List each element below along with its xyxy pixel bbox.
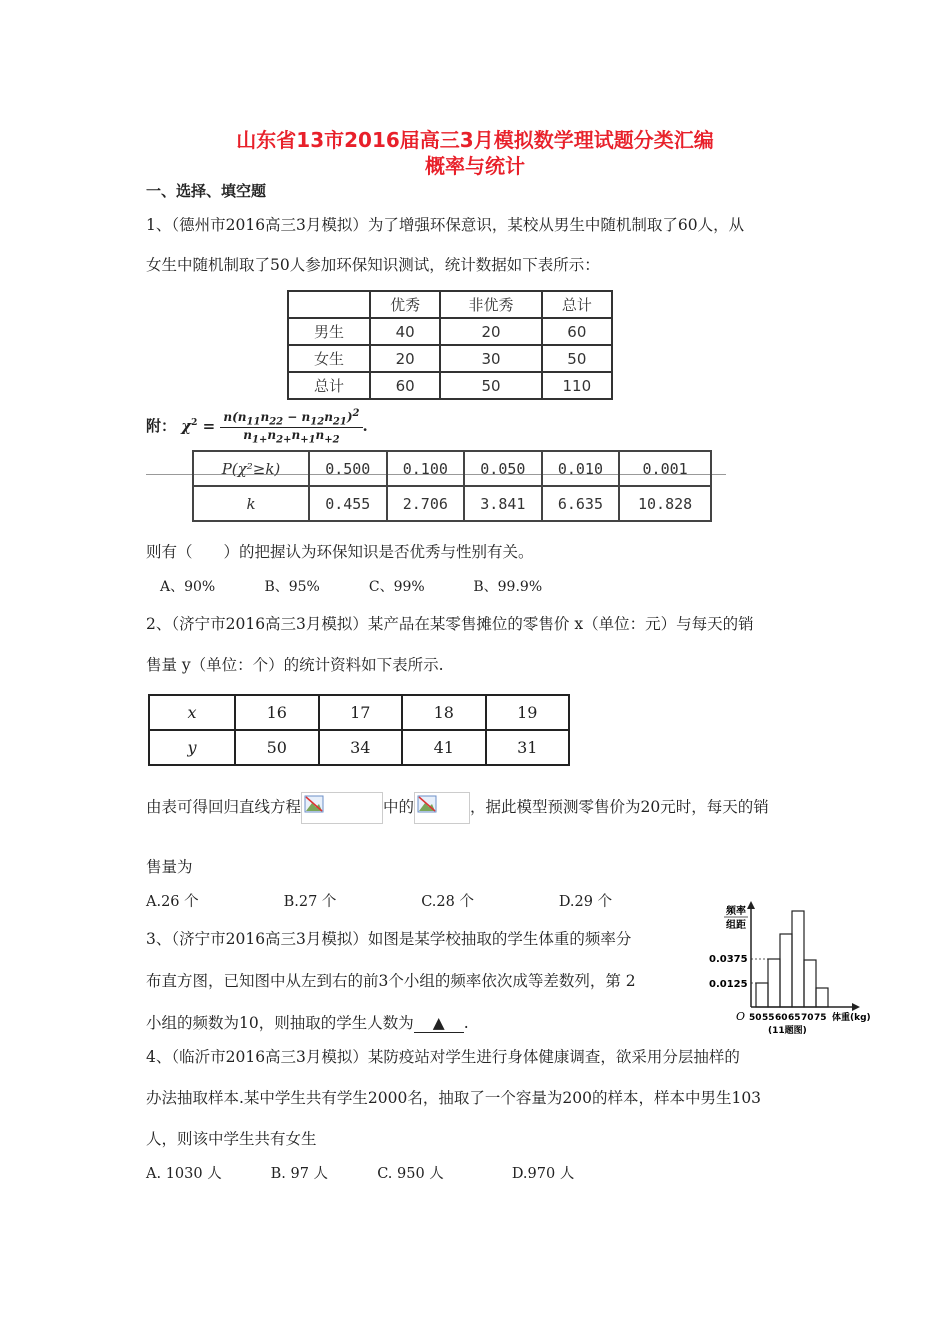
histogram-bar [804, 960, 816, 1007]
choice-b: B.27 个 [283, 894, 337, 910]
choice-b: B、95% [264, 579, 320, 595]
q1-chi-square-table [192, 450, 712, 522]
q2-choices [146, 890, 659, 911]
coefficient-image-placeholder [414, 792, 470, 824]
weight-histogram [706, 900, 878, 1036]
table-cell: 31 [486, 730, 570, 765]
table-header-cell: 非优秀 [440, 291, 541, 318]
histogram-bar [780, 934, 792, 1007]
choice-b: B. 97 人 [270, 1166, 329, 1182]
equation-image-placeholder [301, 792, 383, 824]
histogram-bar [756, 983, 768, 1007]
section-heading: 一、选择、填空题 [146, 182, 267, 200]
table-cell: 17 [319, 695, 403, 730]
choice-d: B、99.9% [473, 579, 543, 595]
choice-c: C. 950 人 [377, 1166, 444, 1182]
table-cell: 18 [402, 695, 486, 730]
choice-c: C.28 个 [421, 894, 474, 910]
origin-label: O [736, 1010, 746, 1023]
x-tick-label: 50 [749, 1013, 762, 1023]
q2-line4: 售量为 [146, 858, 193, 876]
q4-line3: 人，则该中学生共有女生 [146, 1130, 317, 1148]
q3-line3 [146, 1011, 469, 1033]
table-cell: 40 [370, 318, 440, 345]
table-cell: 女生 [288, 345, 370, 372]
table-cell: 60 [542, 318, 612, 345]
figure-caption: (11题图) [768, 1026, 807, 1036]
table-cell: x [149, 695, 235, 730]
document-subtitle: 概率与统计 [425, 154, 525, 178]
choice-d: D.970 人 [511, 1166, 575, 1182]
table-cell: 50 [440, 372, 541, 399]
q3-line3-text: 小组的频数为10，则抽取的学生人数为 [146, 1014, 414, 1032]
q3-line1: 3、（济宁市2016高三3月模拟）如图是某学校抽取的学生体重的频率分 [146, 930, 632, 948]
histogram-bar [816, 988, 828, 1007]
table-cell: 总计 [288, 372, 370, 399]
q2-line1: 2、（济宁市2016高三3月模拟）某产品在某零售摊位的零售价 x（单位：元）与每天的销 [146, 615, 754, 633]
choice-d: D.29 个 [558, 894, 613, 910]
table-cell: 2.706 [387, 486, 465, 521]
table-cell: P(χ²≥k) [193, 451, 309, 486]
q3-line3-end: . [463, 1014, 469, 1032]
table-cell: 41 [402, 730, 486, 765]
y-label-bottom: 组距 [726, 920, 746, 931]
table-cell: 34 [319, 730, 403, 765]
table-cell: 3.841 [464, 486, 542, 521]
choice-a: A、90% [160, 579, 216, 595]
q1-choices [160, 576, 573, 596]
table-cell: 0.500 [309, 451, 387, 486]
table-cell: k [193, 486, 309, 521]
choice-c: C、99% [368, 579, 425, 595]
choice-a: A.26 个 [146, 894, 199, 910]
q2-text-b: 中的 [383, 798, 415, 816]
table-header-cell: 总计 [542, 291, 612, 318]
q4-line2: 办法抽取样本.某中学生共有学生2000名，抽取了一个容量为200的样本，样本中男生103 [146, 1089, 762, 1107]
x-tick-label: 60 [775, 1013, 788, 1023]
document-title: 山东省13市2016届高三3月模拟数学理试题分类汇编 [236, 128, 714, 152]
table-cell: 0.050 [464, 451, 542, 486]
table-cell: 0.001 [619, 451, 711, 486]
table-cell: 30 [440, 345, 541, 372]
x-tick-label: 75 [814, 1013, 827, 1023]
q3-line2: 布直方图，已知图中从左到右的前3个小组的频率依次成等差数列，第 2 [146, 972, 636, 990]
table-cell: 0.100 [387, 451, 465, 486]
table-cell: 110 [542, 372, 612, 399]
broken-image-icon [304, 795, 324, 813]
table-cell: 16 [235, 695, 319, 730]
chi-square-formula: 附： $\chi^2$ = $\frac{n(n_{11}n_{22} - n_{12}n_{21})^2}{n_{1+}n_{2+}n_{+1}n_{+2}}$ . [146, 408, 368, 446]
table-cell: 20 [370, 345, 440, 372]
table-header-cell: 优秀 [370, 291, 440, 318]
table-cell: 0.455 [309, 486, 387, 521]
q2-text-c: ，据此模型预测零售价为20元时，每天的销 [470, 798, 769, 816]
histogram-bar [768, 959, 780, 1007]
y-axis-arrow [747, 901, 755, 909]
choice-a: A. 1030 人 [146, 1166, 222, 1182]
y-label-top: 频率 [726, 906, 746, 917]
table-cell: 50 [542, 345, 612, 372]
q1-question: 则有（ ）的把握认为环保知识是否优秀与性别有关。 [146, 543, 534, 561]
y-tick-label: 0.0375 [709, 954, 748, 965]
table-cell: 6.635 [542, 486, 620, 521]
y-tick-label: 0.0125 [709, 979, 748, 990]
q1-line2: 女生中随机制取了50人参加环保知识测试，统计数据如下表所示： [146, 256, 600, 274]
broken-image-icon [417, 795, 437, 813]
table-header-cell [288, 291, 370, 318]
x-tick-label: 65 [788, 1013, 801, 1023]
q2-text-a: 由表可得回归直线方程 [146, 798, 302, 816]
q4-line1: 4、（临沂市2016高三3月模拟）某防疫站对学生进行身体健康调查，欲采用分层抽样的 [146, 1048, 740, 1066]
x-tick-label: 55 [762, 1013, 775, 1023]
table-cell: 60 [370, 372, 440, 399]
blank-marker: ▲ [432, 1014, 445, 1032]
x-axis-arrow [852, 1003, 860, 1011]
table-cell: 50 [235, 730, 319, 765]
histogram-bar [792, 911, 804, 1007]
answer-blank [414, 1014, 464, 1033]
table-cell: 0.010 [542, 451, 620, 486]
q2-line2: 售量 y（单位：个）的统计资料如下表所示. [146, 656, 444, 674]
x-axis-label: 体重(kg) [832, 1013, 871, 1023]
q2-line3 [146, 792, 769, 824]
table-cell: 20 [440, 318, 541, 345]
q2-data-table [148, 694, 570, 766]
q4-choices [146, 1162, 602, 1183]
table-cell: 10.828 [619, 486, 711, 521]
formula-prefix: 附： [146, 416, 177, 435]
q1-contingency-table [287, 290, 613, 400]
table-cell: 男生 [288, 318, 370, 345]
table-cell: y [149, 730, 235, 765]
table-cell: 19 [486, 695, 570, 730]
x-tick-label: 70 [801, 1013, 814, 1023]
q1-line1: 1、（德州市2016高三3月模拟）为了增强环保意识，某校从男生中随机制取了60人，从 [146, 216, 745, 234]
